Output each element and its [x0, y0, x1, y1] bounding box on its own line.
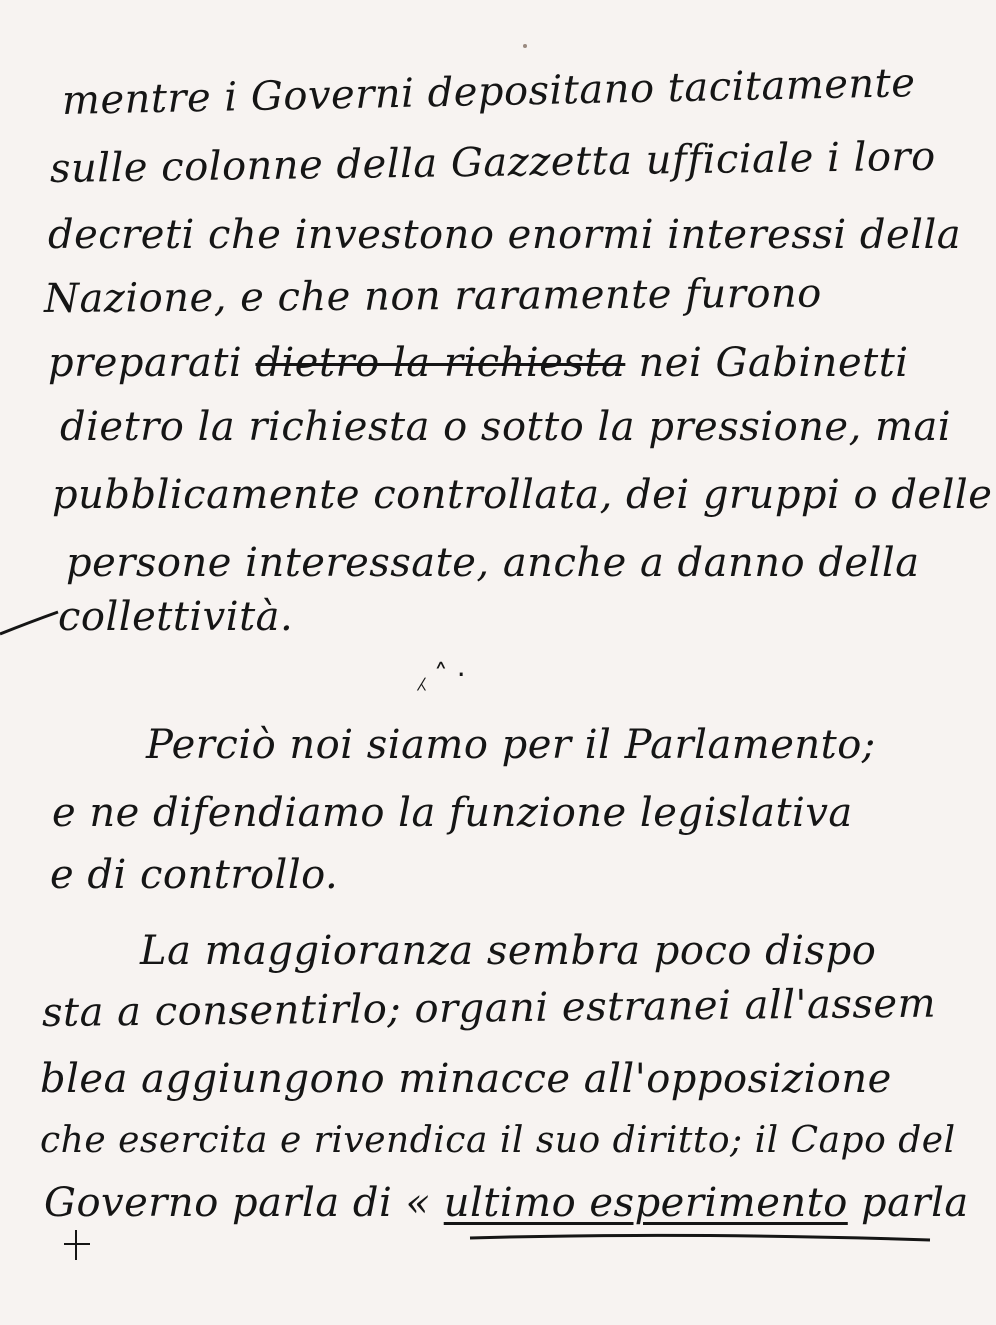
manuscript-line-13: La maggioranza sembra poco dispo	[140, 928, 877, 974]
line-5-end: nei Gabinetti	[625, 340, 909, 386]
underlined-phrase: ultimo esperimento	[443, 1180, 848, 1226]
manuscript-line-6: dietro la richiesta o sotto la pressione, mai	[60, 404, 952, 450]
manuscript-line-2: sulle colonne della Gazzetta ufficiale i loro	[49, 133, 937, 192]
manuscript-line-15: blea aggiungono minacce all'opposizione	[40, 1056, 892, 1102]
bottom-cross-mark	[64, 1230, 90, 1260]
manuscript-line-10: Perciò noi siamo per il Parlamento;	[146, 722, 876, 768]
manuscript-line-16: che esercita e rivendica il suo diritto; il Capo del	[40, 1120, 956, 1161]
margin-stroke-mark	[0, 612, 58, 634]
bottom-underline-stroke	[470, 1235, 930, 1240]
insertion-caret-mark: ⁁ ˄ ·	[418, 658, 466, 691]
manuscript-line-7: pubblicamente controllata, dei gruppi o delle	[52, 472, 993, 518]
manuscript-line-11: e ne difendiamo la funzione legislativa	[52, 790, 853, 836]
struck-out-text: dietro la richiesta	[255, 340, 626, 386]
line-5-start: preparati	[48, 340, 256, 386]
line-17-end: parla	[847, 1180, 969, 1226]
manuscript-line-14: sta a consentirlo; organi estranei all'assem	[41, 980, 937, 1036]
manuscript-line-9: collettività.	[58, 594, 294, 640]
manuscript-line-1: mentre i Governi depositano tacitamente	[61, 60, 916, 124]
manuscript-line-8: persone interessate, anche a danno della	[66, 540, 920, 586]
manuscript-line-3: decreti che investono enormi interessi della	[48, 212, 962, 258]
manuscript-line-4: Nazione, e che non raramente furono	[43, 270, 822, 322]
manuscript-line-12: e di controllo.	[50, 852, 339, 898]
line-17-start: Governo parla di «	[44, 1180, 444, 1226]
ink-speck	[523, 44, 527, 48]
